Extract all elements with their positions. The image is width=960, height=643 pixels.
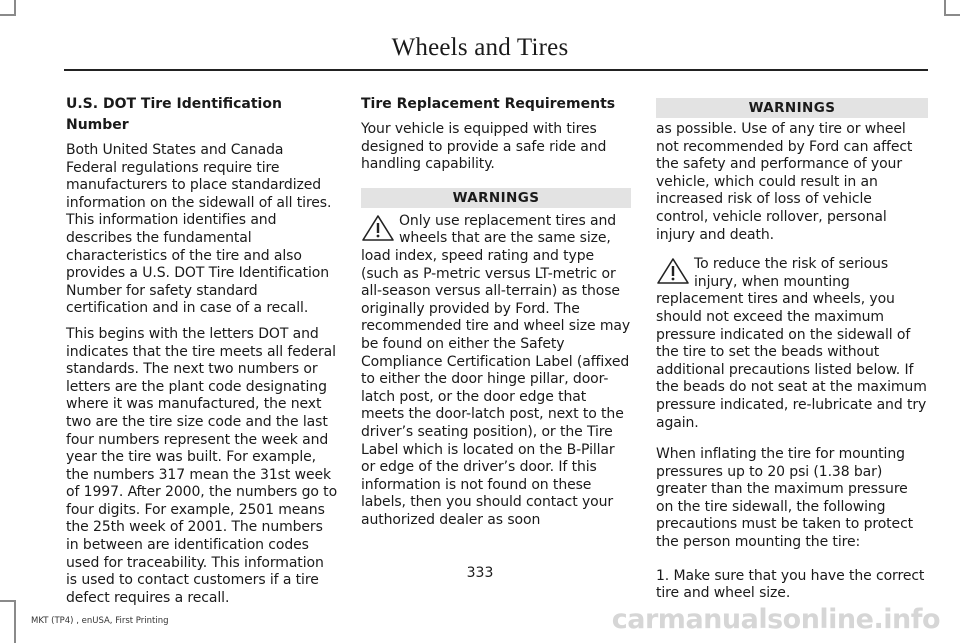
crop-mark: [0, 14, 16, 16]
section-heading: Tire Replacement Requirements: [361, 96, 616, 112]
watermark: carmanualsonline.info: [611, 604, 940, 635]
column-3: [656, 98, 928, 611]
warning-block: [656, 256, 928, 432]
warning-triangle-icon: [361, 214, 395, 242]
page-number: 333: [466, 565, 494, 581]
column-1: [66, 94, 338, 615]
paragraph: This begins with the letters DOT and indicates that the tire meets all federal standards. The next two numbers or letters are the plant code designating where it was manufactured, the next two are the tire size code and the last four numbers represent the week and year the tire was built. For example, the numbers 317 mean the 31st week of 1997. After 2000, the numbers go to four digits. For example, 2501 means the 25th week of 2001. The numbers in between are identification codes used for traceability. This information is used to contact customers if a tire defect requires a recall.: [66, 325, 338, 606]
header-rule: [64, 69, 928, 71]
warning-text: To reduce the risk of serious injury, when mounting replacement tires and wheels, you should not exceed the maximum pressure indicated on the sidewall of the tire to set the beads without additional precautions listed below. If the beads do not seat at the maximum pressure indicated, re-lubricate and try again.: [656, 256, 927, 431]
warning-triangle-icon: [656, 257, 690, 285]
crop-mark: [944, 14, 960, 16]
print-info: MKT (TP4) , enUSA, First Printing: [31, 616, 169, 626]
paragraph: When inflating the tire for mounting pressures up to 20 psi (1.38 bar) greater than the maximum pressure on the tire sidewall, the following precautions must be taken to protect the person mounting the tire:: [656, 446, 914, 551]
page-title: Wheels and Tires: [391, 34, 569, 61]
warnings-banner: WARNINGS: [656, 98, 928, 118]
warning-block: [361, 213, 631, 530]
warning-continued-text: as possible. Use of any tire or wheel not recommended by Ford can affect the safety and performance of your vehicle, which could result in an increased risk of loss of vehicle control, vehicle rollover, personal injury and death.: [656, 121, 913, 243]
warnings-banner: WARNINGS: [361, 188, 631, 208]
paragraph: 1. Make sure that you have the correct tire and wheel size.: [656, 567, 925, 602]
crop-mark: [14, 600, 16, 643]
warning-text: Only use replacement tires and wheels that are the same size, load index, speed rating and type (such as P-metric versus LT-metric or all-season versus all-terrain) as those originally provided by Ford. The recommended tire and wheel size may be found on either the Safety Compliance Certification Label (affixed to either the door hinge pillar, door-latch post, or the door edge that meets the door-latch post, next to the driver’s seating position), or the Tire Label which is located on the B-Pillar or edge of the driver’s door. If this information is not found on these labels, then you should contact your authorized dealer as soon: [361, 212, 631, 528]
section-heading: U.S. DOT Tire Identification Number: [66, 96, 282, 133]
paragraph: Your vehicle is equipped with tires designed to provide a safe ride and handling capability.: [361, 121, 607, 173]
column-2: [361, 94, 631, 529]
paragraph: Both United States and Canada Federal regulations require tire manufacturers to place standardized information on the sidewall of all tires. This information identifies and describes the fundamental characteristics of the tire and also provides a U.S. DOT Tire Identification Number for safety standard certification and in case of a recall.: [66, 142, 332, 317]
crop-mark: [0, 600, 16, 602]
